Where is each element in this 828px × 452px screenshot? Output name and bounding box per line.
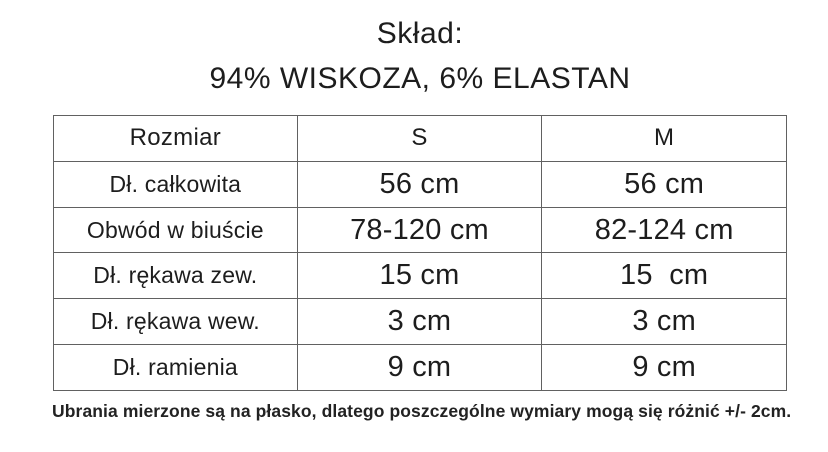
value-obwod-s: 78-120 cm (297, 207, 542, 253)
column-header-s: S (297, 116, 542, 162)
table-row (54, 299, 787, 345)
column-header-rozmiar: Rozmiar (54, 116, 298, 162)
table-row (54, 253, 787, 299)
row-label-dl-ramienia: Dł. ramienia (54, 345, 298, 391)
value-ramie-s: 9 cm (297, 345, 542, 391)
value-dl-calkowita-s: 56 cm (297, 161, 542, 207)
value-rekaw-wew-m: 3 cm (542, 299, 787, 345)
measurement-disclaimer: Ubrania mierzone są na płasko, dlatego poszczególne wymiary mogą się różnić +/- 2cm. (52, 401, 792, 421)
row-label-obwod-w-biuscie: Obwód w biuście (54, 207, 298, 253)
row-label-dl-calkowita: Dł. całkowita (54, 161, 298, 207)
column-header-m: M (542, 116, 787, 162)
value-obwod-m: 82-124 cm (542, 207, 787, 253)
size-table (53, 115, 787, 391)
table-header-row (54, 116, 787, 162)
composition-text: 94% WISKOZA, 6% ELASTAN (209, 62, 631, 95)
table-row (54, 161, 787, 207)
table-row (54, 207, 787, 253)
header-block (53, 11, 787, 101)
value-rekaw-zew-m: 15 cm (542, 253, 787, 299)
value-rekaw-zew-s: 15 cm (297, 253, 542, 299)
value-rekaw-wew-s: 3 cm (297, 299, 542, 345)
table-row (54, 345, 787, 391)
value-ramie-m: 9 cm (542, 345, 787, 391)
row-label-dl-rekawa-zew: Dł. rękawa zew. (54, 253, 298, 299)
page-title: Skład: (376, 17, 464, 50)
value-dl-calkowita-m: 56 cm (542, 161, 787, 207)
row-label-dl-rekawa-wew: Dł. rękawa wew. (54, 299, 298, 345)
